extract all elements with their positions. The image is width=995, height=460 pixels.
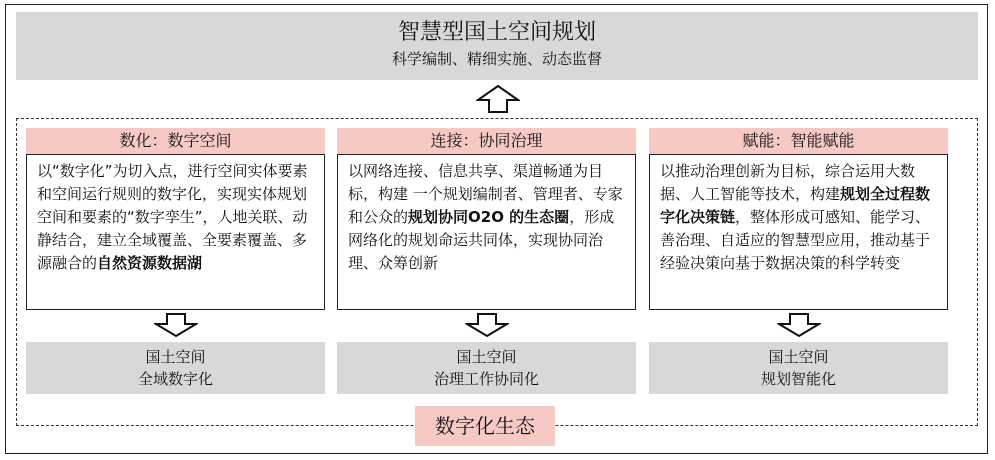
highlight-text: 规划协同O2O 的生态圈 — [408, 208, 570, 226]
output-line-2: 规划智能化 — [760, 370, 836, 388]
body-text: 以推动治理创新为目标，综合运用大数据、人工智能等技术，构建 — [660, 162, 916, 203]
body-text: 以“数字化”为切入点，进行空间实体要素和空间运行规则的数字化，实现实体规划空间和要素的“数字孪生”，人地关联、动静结合，建立全域覆盖、全要素覆盖、多源融合的 — [37, 162, 308, 272]
output-line-1: 国土空间 — [456, 348, 517, 366]
top-banner — [16, 12, 978, 80]
column-header: 连接：协同治理 — [337, 128, 636, 154]
column-header: 赋能：智能赋能 — [649, 128, 948, 154]
down-arrow-icon — [777, 312, 821, 338]
highlight-text: 自然资源数据湖 — [97, 254, 203, 272]
output-line-2: 治理工作协同化 — [433, 370, 539, 388]
column-output — [649, 342, 948, 394]
output-line-1: 国土空间 — [768, 348, 829, 366]
main-title: 智慧型国土空间规划 — [397, 20, 596, 45]
main-subtitle: 科学编制、精细实施、动态监督 — [391, 50, 602, 68]
column-header: 数化：数字空间 — [26, 128, 325, 154]
column-description — [649, 154, 948, 310]
output-line-1: 国土空间 — [145, 348, 206, 366]
down-arrow-icon — [154, 312, 198, 338]
column-output — [337, 342, 636, 394]
body-text: ，形成网络化的规划命运共同体，实现协同治理、众筹创新 — [348, 208, 615, 272]
body-text: 以网络连接、信息共享、渠道畅通为目标，构建 一个规划编制者、管理者、专家和公众的 — [348, 162, 623, 226]
column-empowerment — [649, 128, 948, 388]
down-arrow-icon — [465, 312, 509, 338]
column-digitization — [26, 128, 325, 388]
output-line-2: 全域数字化 — [137, 370, 213, 388]
up-arrow-icon — [476, 84, 520, 114]
body-text: ，整体形成可感知、能学习、善治理、自适应的智慧型应用，推动基于经验决策向基于数据决策的科学转变 — [660, 208, 931, 272]
column-output — [26, 342, 325, 394]
ecosystem-label: 数字化生态 — [415, 406, 555, 446]
column-description — [337, 154, 636, 310]
highlight-text: 规划全过程数字化决策链 — [660, 185, 931, 226]
column-connection — [337, 128, 636, 388]
column-description — [26, 154, 325, 310]
